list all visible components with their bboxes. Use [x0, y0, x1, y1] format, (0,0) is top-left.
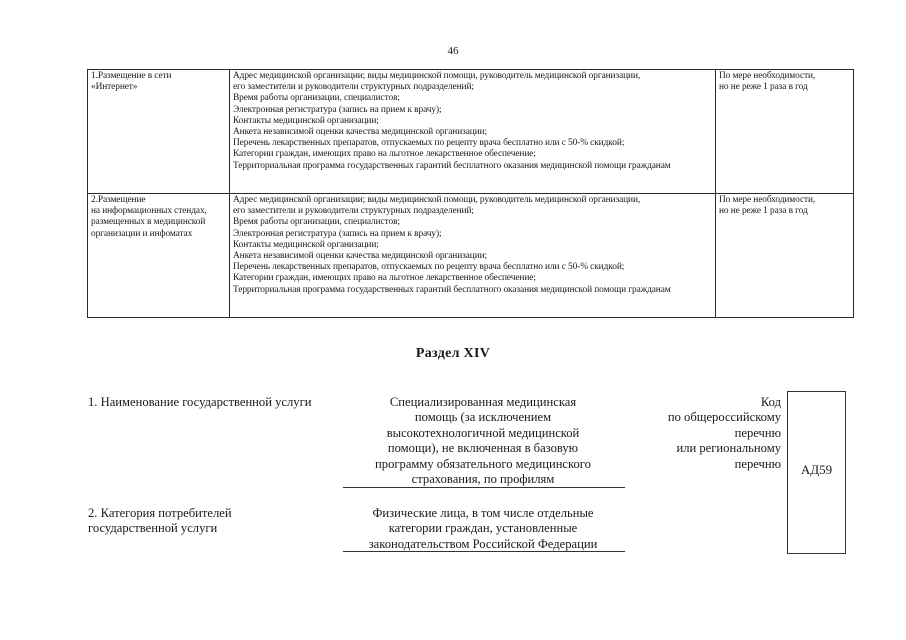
- code-box: [787, 391, 846, 554]
- method-line: 2.Размещение: [91, 195, 146, 205]
- service-name-line: Специализированная медицинская: [389, 395, 577, 409]
- method-cell: [88, 194, 230, 318]
- method-line: организации и инфоматах: [91, 228, 193, 239]
- section-title: Раздел XIV: [415, 346, 491, 361]
- service-name-label: 1. Наименование государственной услуги: [88, 395, 312, 409]
- content-line: Территориальная программа государственных гарантий бесплатного оказания медицинской помощи гражданам: [233, 284, 671, 295]
- content-line: Категории граждан, имеющих право на льготное лекарственное обеспечение;: [233, 149, 536, 160]
- consumers-value: [343, 506, 623, 552]
- content-line: его заместители и руководители структурных подразделений;: [233, 206, 474, 217]
- code-label-line: перечню: [734, 456, 781, 471]
- code-label-line: перечню: [734, 425, 781, 440]
- service-name-line: программу обязательного медицинского: [375, 456, 591, 471]
- code-label-line: по общероссийскому: [667, 410, 781, 425]
- frequency-line: По мере необходимости,: [719, 71, 816, 81]
- content-line: Время работы организации, специалистов;: [233, 217, 400, 228]
- frequency-line: По мере необходимости,: [719, 195, 816, 205]
- method-line: 1.Размещение в сети: [91, 71, 172, 81]
- frequency-line: но не реже 1 раза в год: [719, 82, 808, 93]
- content-line: Категории граждан, имеющих право на льготное лекарственное обеспечение;: [233, 273, 536, 284]
- content-line: Перечень лекарственных препаратов, отпускаемых по рецепту врача бесплатно или с 50-% скидкой;: [233, 138, 625, 149]
- content-line: Анкета независимой оценки качества медицинской организации;: [233, 127, 488, 138]
- content-line: Перечень лекарственных препаратов, отпускаемых по рецепту врача бесплатно или с 50-% скидкой;: [233, 262, 625, 273]
- content-line: Анкета независимой оценки качества медицинской организации;: [233, 251, 488, 262]
- content-cell: [230, 70, 716, 194]
- consumers-line: категории граждан, установленные: [388, 521, 578, 536]
- table-row: [88, 70, 854, 194]
- content-line: Адрес медицинской организации; виды медицинской помощи, руководитель медицинской организации,: [233, 195, 641, 205]
- content-cell: [230, 194, 716, 318]
- consumers-line: Физические лица, в том числе отдельные: [372, 506, 594, 520]
- content-line: Контакты медицинской организации;: [233, 239, 379, 250]
- code-label-line: или региональному: [676, 441, 781, 456]
- content-line: его заместители и руководители структурных подразделений;: [233, 82, 474, 93]
- content-line: Территориальная программа государственных гарантий бесплатного оказания медицинской помощи гражданам: [233, 160, 671, 171]
- content-line: Контакты медицинской организации;: [233, 115, 379, 126]
- consumers-underline: [343, 551, 625, 552]
- consumers-line: законодательством Российской Федерации: [368, 536, 598, 551]
- consumers-label-line: 2. Категория потребителей: [88, 506, 232, 520]
- service-name-line: высокотехнологичной медицинской: [386, 425, 580, 440]
- frequency-cell: [716, 194, 854, 318]
- page-number: 46: [447, 45, 459, 57]
- code-value: АД59: [800, 462, 833, 477]
- frequency-line: но не реже 1 раза в год: [719, 206, 808, 217]
- frequency-cell: [716, 70, 854, 194]
- content-line: Электронная регистратура (запись на прием к врачу);: [233, 104, 442, 115]
- information-table: [87, 69, 854, 318]
- code-label-line: Код: [760, 395, 781, 409]
- service-name-line: помощь (за исключением: [414, 410, 552, 425]
- service-name-underline: [343, 487, 625, 488]
- consumers-label: [88, 506, 232, 537]
- service-name-line: страхования, по профилям: [411, 472, 555, 487]
- service-name-line: помощи), не включенная в базовую: [387, 441, 579, 456]
- method-line: на информационных стендах,: [91, 206, 207, 217]
- method-cell: [88, 70, 230, 194]
- service-name-value: [343, 395, 623, 487]
- content-line: Адрес медицинской организации; виды медицинской помощи, руководитель медицинской организации,: [233, 71, 641, 81]
- method-line: «Интернет»: [91, 82, 138, 93]
- consumers-label-line: государственной услуги: [88, 521, 218, 536]
- method-line: размещенных в медицинской: [91, 217, 206, 228]
- content-line: Время работы организации, специалистов;: [233, 93, 400, 104]
- table-row: [88, 194, 854, 318]
- code-label: [620, 395, 781, 472]
- content-line: Электронная регистратура (запись на прием к врачу);: [233, 228, 442, 239]
